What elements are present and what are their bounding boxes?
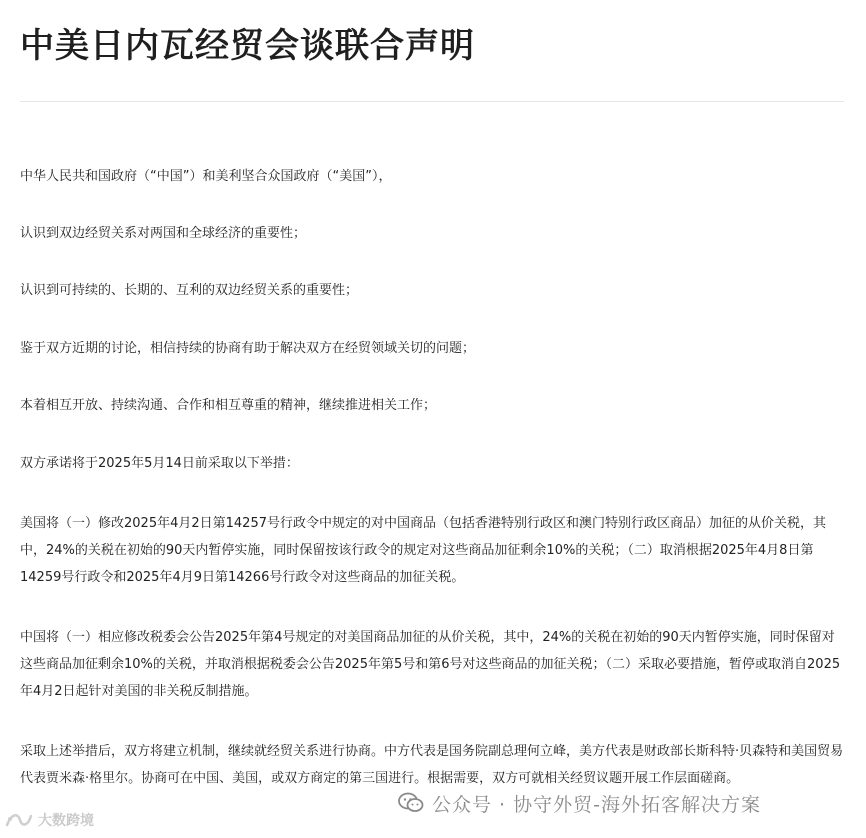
brand-watermark <box>4 810 94 830</box>
paragraph-commitment: 双方承诺将于2025年5月14日前采取以下举措： <box>20 456 299 471</box>
brand-logo-text: 大数跨境 <box>38 813 94 829</box>
wechat-watermark <box>398 788 761 818</box>
paragraph-mechanism: 采取上述举措后，双方将建立机制，继续就经贸关系进行协商。中方代表是国务院副总理何立峰，美方代表是财政部长斯科特·贝森特和美国贸易代表贾米森·格里尔。协商可在中国、美国，或双方商定的第三国进行。根据需要，双方可就相关经贸议题开展工作层面磋商。 <box>20 744 844 786</box>
paragraph-recognize-importance: 认识到双边经贸关系对两国和全球经济的重要性； <box>20 226 307 241</box>
paragraph-us-measures: 美国将（一）修改2025年4月2日第14257号行政令中规定的对中国商品（包括香港特别行政区和澳门特别行政区商品）加征的从价关税，其中，24%的关税在初始的90天内暂停实施，同时保留按该行政令的规定对这些商品加征剩余10%的关税；（二）取消根据2025年4月8日第14259号行政令和2025年4月9日第14266号行政令对这些商品的加征关税。 <box>20 516 826 585</box>
paragraph-preamble: 中华人民共和国政府（“中国”）和美利坚合众国政府（“美国”）， <box>20 169 392 184</box>
article-title: 中美日内瓦经贸会谈联合声明 <box>20 26 475 66</box>
watermark-text: 公众号 · 协守外贸-海外拓客解决方案 <box>432 793 761 816</box>
wechat-icon <box>398 792 424 814</box>
paragraph-recent-discussions: 鉴于双方近期的讨论，相信持续的协商有助于解决双方在经贸领域关切的问题； <box>20 341 476 356</box>
paragraph-recognize-sustainable: 认识到可持续的、长期的、互利的双边经贸关系的重要性； <box>20 283 359 298</box>
paragraph-china-measures: 中国将（一）相应修改税委会公告2025年第4号规定的对美国商品加征的从价关税，其中，24%的关税在初始的90天内暂停实施，同时保留对这些商品加征剩余10%的关税，并取消根据税委会公告2025年第5号和第6号对这些商品的加征关税；（二）采取必要措施，暂停或取消自2025年4月2日起针对美国的非关税反制措施。 <box>20 630 841 699</box>
title-divider <box>20 101 844 102</box>
brand-logo-icon <box>4 811 34 829</box>
paragraph-spirit: 本着相互开放、持续沟通、合作和相互尊重的精神，继续推进相关工作； <box>20 398 437 413</box>
